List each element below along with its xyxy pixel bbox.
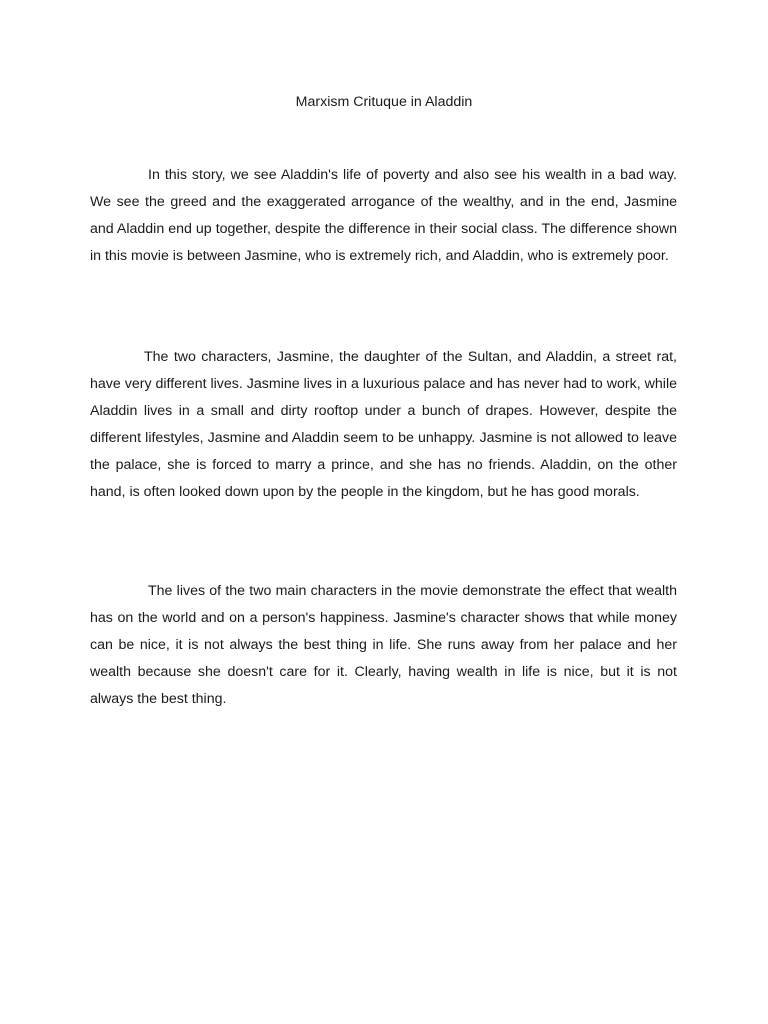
paragraph-1: In this story, we see Aladdin's life of poverty and also see his wealth in a bad way. We see the greed and the exaggerated arrogance of the wealthy, and in the end, Jasmine and Aladdin end up together, despite the difference in their social class. The difference shown in this movie is between Jasmine, who is extremely rich, and Aladdin, who is extremely poor. <box>90 167 677 264</box>
document-title: Marxism Crituque in Aladdin <box>295 94 473 110</box>
paragraph-3: The lives of the two main characters in the movie demonstrate the effect that wealth has on the world and on a person's happiness. Jasmine's character shows that while money can be nice, it is not always the best thing in life. She runs away from her palace and her wealth because she doesn't care for it. Clearly, having wealth in life is nice, but it is not always the best thing. <box>90 583 677 707</box>
paragraph-2: The two characters, Jasmine, the daughter of the Sultan, and Aladdin, a street rat, have very different lives. Jasmine lives in a luxurious palace and has never had to work, while Aladdin lives in a small and dirty rooftop under a bunch of drapes. However, despite the different lifestyles, Jasmine and Aladdin seem to be unhappy. Jasmine is not allowed to leave the palace, she is forced to marry a prince, and she has no friends. Aladdin, on the other hand, is often looked down upon by the people in the kingdom, but he has good morals. <box>90 349 677 500</box>
